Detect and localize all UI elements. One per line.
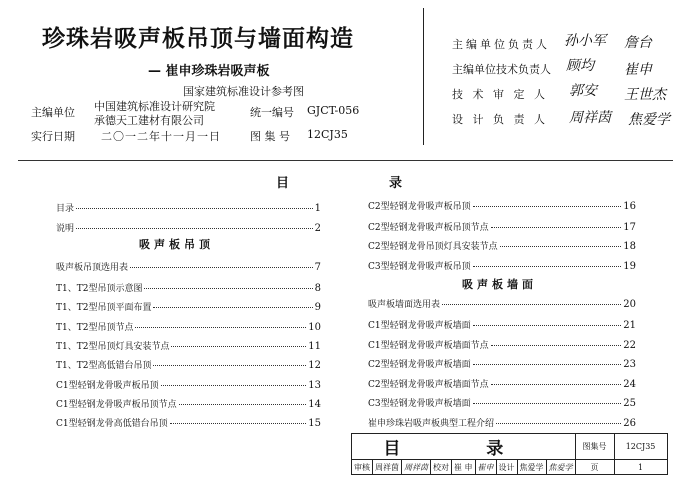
review-signature: 周祥茵 (402, 460, 431, 475)
code-value: GJCT-056 (307, 104, 360, 117)
toc-entry[interactable] (56, 300, 321, 313)
toc-entry-page: 11 (308, 341, 321, 352)
toc-entry-label: C2型轻钢龙骨吸声板吊顶节点 (368, 223, 489, 233)
toc-entry-label: T1、T2型吊顶平面布置 (56, 303, 152, 313)
toc-entry[interactable] (368, 199, 636, 212)
section-ceiling: 吸声板吊顶 (139, 238, 214, 251)
toc-entry-page: 9 (314, 302, 321, 313)
toc-leader-dots (442, 304, 621, 305)
toc-leader-dots (135, 327, 306, 328)
toc-entry-page: 16 (623, 201, 636, 212)
toc-entry-label: T1、T2型吊顶示意图 (56, 284, 143, 294)
page-label: 页 (575, 460, 614, 475)
toc-entry-label: 吸声板吊顶选用表 (56, 263, 129, 273)
toc-leader-dots (500, 246, 622, 247)
signature-4a: 周祥茵 (569, 110, 611, 126)
review-name: 周祥茵 (373, 460, 402, 475)
title-block-atlas-label: 图集号 (575, 434, 614, 460)
toc-entry-page: 20 (623, 299, 636, 310)
toc-heading-right: 录 (389, 176, 405, 191)
toc-entry[interactable] (368, 416, 636, 429)
toc-entry-page: 2 (314, 223, 321, 234)
toc-entry-page: 23 (623, 359, 636, 370)
atlas-value: 12CJ35 (307, 128, 348, 141)
toc-leader-dots (76, 228, 313, 229)
signature-2b: 崔申 (624, 62, 652, 78)
toc-leader-dots (473, 364, 622, 365)
toc-entry[interactable] (368, 377, 636, 390)
toc-entry-page: 24 (623, 379, 636, 390)
toc-entry-label: 目录 (56, 204, 75, 214)
toc-entry[interactable] (368, 297, 636, 310)
date-value: 二〇一二年十一月一日 (101, 130, 221, 143)
toc-entry-label: 吸声板墙面选用表 (368, 300, 441, 310)
date-label: 实行日期 (31, 130, 75, 143)
toc-entry-page: 21 (623, 320, 636, 331)
toc-entry-label: C2型轻钢龙骨吸声板墙面节点 (368, 380, 489, 390)
section-wall: 吸声板墙面 (462, 278, 537, 291)
atlas-label: 图 集 号 (250, 130, 290, 143)
toc-entry-page: 19 (623, 261, 636, 272)
toc-leader-dots (491, 227, 622, 228)
check-label: 校对 (431, 460, 452, 475)
reference-note: 国家建筑标准设计参考图 (183, 85, 304, 98)
design-signature: 焦爱学 (546, 460, 575, 475)
sig-label-3: 技 术 审 定 人 (452, 88, 548, 101)
toc-leader-dots (491, 345, 622, 346)
toc-entry-page: 15 (308, 418, 321, 429)
toc-entry-page: 17 (623, 222, 636, 233)
toc-leader-dots (473, 206, 622, 207)
toc-entry[interactable] (368, 259, 636, 272)
toc-entry-label: C1型轻钢龙骨吸声板吊顶 (56, 381, 159, 391)
signature-3a: 郭安 (569, 83, 597, 99)
toc-leader-dots (171, 346, 306, 347)
toc-heading-left: 目 (276, 176, 292, 191)
toc-entry[interactable] (56, 339, 321, 352)
toc-entry[interactable] (368, 396, 636, 409)
title-block-atlas-value: 12CJ35 (614, 434, 667, 460)
toc-entry-page: 22 (623, 340, 636, 351)
toc-entry-page: 26 (623, 418, 636, 429)
signature-2a: 顾均 (566, 58, 594, 74)
signature-4b: 焦爱学 (628, 112, 670, 128)
toc-leader-dots (144, 288, 312, 289)
toc-entry-page: 12 (308, 360, 321, 371)
toc-entry[interactable] (56, 378, 321, 391)
toc-entry[interactable] (368, 239, 636, 252)
sig-label-4: 设 计 负 责 人 (452, 113, 548, 126)
toc-leader-dots (153, 307, 312, 308)
toc-entry[interactable] (368, 357, 636, 370)
toc-leader-dots (473, 266, 622, 267)
toc-entry-page: 18 (623, 241, 636, 252)
toc-entry-label: 崔申珍珠岩吸声板典型工程介绍 (368, 419, 495, 429)
header-rule (18, 160, 673, 161)
toc-entry[interactable] (56, 397, 321, 410)
title-block-title: 目 录 (352, 434, 576, 460)
toc-entry-label: C3型轻钢龙骨吸声板吊顶 (368, 262, 471, 272)
toc-entry[interactable] (56, 416, 321, 429)
check-signature: 崔申 (475, 460, 496, 475)
toc-entry[interactable] (56, 260, 321, 273)
header-divider (423, 8, 424, 145)
toc-entry-page: 8 (314, 283, 321, 294)
toc-entry-page: 7 (314, 262, 321, 273)
toc-entry-label: C2型轻钢龙骨吸声板吊顶 (368, 202, 471, 212)
code-label: 统一编号 (250, 106, 294, 119)
toc-entry-page: 13 (308, 380, 321, 391)
toc-entry-label: C1型轻钢龙骨吸声板吊顶节点 (56, 400, 177, 410)
toc-entry-page: 14 (308, 399, 321, 410)
toc-entry[interactable] (368, 318, 636, 331)
toc-entry-label: C3型轻钢龙骨吸声板墙面 (368, 399, 471, 409)
document-title: 珍珠岩吸声板吊顶与墙面构造 (42, 26, 354, 52)
toc-entry[interactable] (368, 338, 636, 351)
toc-entry-label: T1、T2型高低错台吊顶 (56, 361, 152, 371)
toc-entry-label: C2型轻钢龙骨吊顶灯具安装节点 (368, 242, 498, 252)
design-label: 设计 (496, 460, 517, 475)
check-name: 崔 申 (452, 460, 476, 475)
toc-entry-label: T1、T2型吊顶灯具安装节点 (56, 342, 170, 352)
toc-entry-page: 25 (623, 398, 636, 409)
signature-1a: 孙小军 (564, 33, 606, 49)
page-value: 1 (614, 460, 667, 475)
editor-unit-1: 中国建筑标准设计研究院 (94, 100, 215, 113)
toc-entry[interactable] (56, 320, 321, 333)
sig-label-1: 主编单位负责人 (452, 38, 550, 51)
signature-3b: 王世杰 (624, 87, 666, 103)
title-block (351, 433, 668, 475)
toc-entry-label: C1型轻钢龙骨吸声板墙面 (368, 321, 471, 331)
toc-leader-dots (496, 423, 621, 424)
design-name: 焦爱学 (517, 460, 546, 475)
signature-1b: 詹台 (624, 35, 652, 51)
toc-entry-label: 说明 (56, 224, 75, 234)
sig-label-2: 主编单位技术负责人 (452, 63, 551, 76)
toc-entry[interactable] (56, 358, 321, 371)
toc-leader-dots (491, 384, 622, 385)
toc-entry[interactable] (368, 220, 636, 233)
toc-leader-dots (473, 403, 622, 404)
toc-entry-page: 10 (308, 322, 321, 333)
toc-entry[interactable] (56, 201, 321, 214)
toc-leader-dots (153, 365, 306, 366)
toc-leader-dots (170, 423, 307, 424)
toc-leader-dots (473, 325, 622, 326)
toc-entry-page: 1 (314, 203, 321, 214)
toc-entry[interactable] (56, 221, 321, 234)
document-subtitle: — 崔申珍珠岩吸声板 (148, 64, 270, 79)
review-label: 审核 (352, 460, 373, 475)
toc-leader-dots (76, 208, 313, 209)
toc-entry-label: C1型轻钢龙骨高低错台吊顶 (56, 419, 168, 429)
toc-entry-label: C2型轻钢龙骨吸声板墙面 (368, 360, 471, 370)
editor-unit-label: 主编单位 (31, 106, 75, 119)
toc-entry[interactable] (56, 281, 321, 294)
toc-entry-label: T1、T2型吊顶节点 (56, 323, 134, 333)
toc-leader-dots (161, 385, 307, 386)
toc-leader-dots (179, 404, 307, 405)
editor-unit-2: 承德天工建材有限公司 (94, 114, 204, 127)
toc-entry-label: C1型轻钢龙骨吸声板墙面节点 (368, 341, 489, 351)
toc-leader-dots (130, 267, 313, 268)
